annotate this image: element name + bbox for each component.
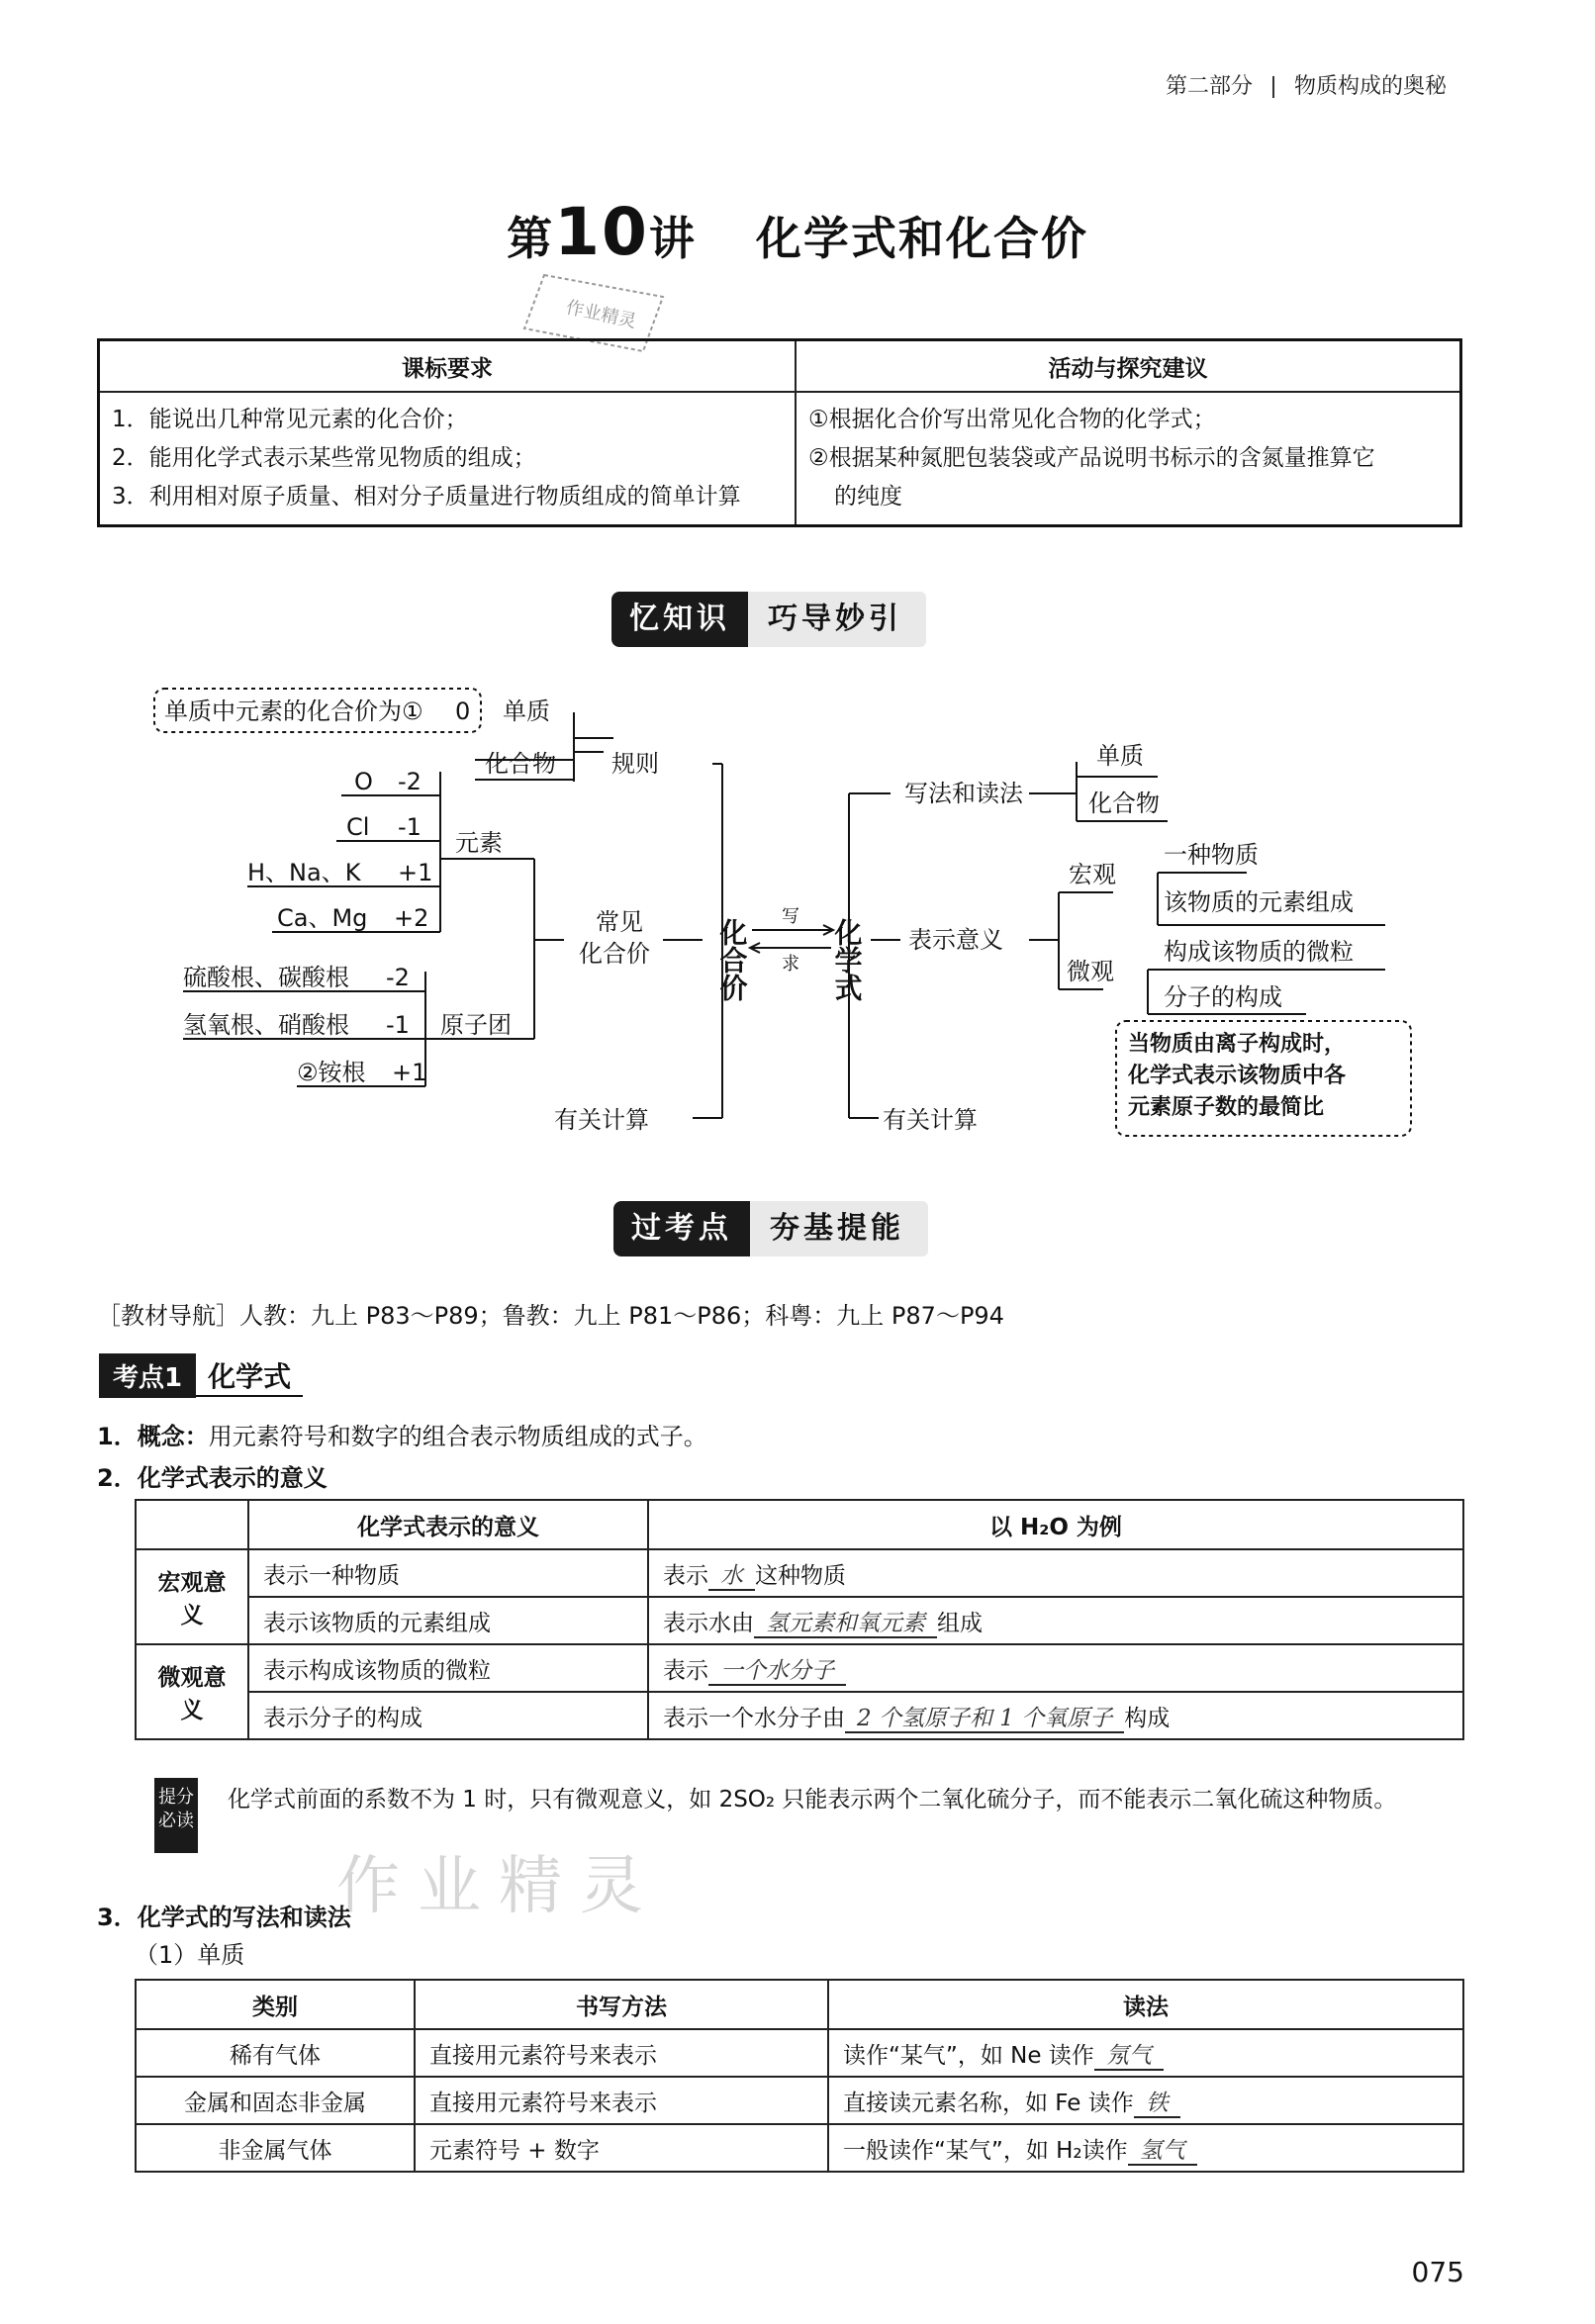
req-item: 3．利用相对原子质量、相对分子质量进行物质组成的简单计算: [112, 484, 741, 510]
ion-valence: +1: [398, 859, 433, 886]
ion-symbol: H、Na、K: [247, 859, 361, 886]
example-cell: [648, 1597, 1463, 1644]
table-row: [136, 1549, 1463, 1597]
tip-text: 化学式前面的系数不为 1 时，只有微观意义，如 2SO₂ 只能表示两个二氧化硫分子，而不能表示二氧化硫这种物质。: [228, 1787, 1397, 1813]
method-cell: 直接用元素符号来表示: [415, 2077, 828, 2124]
rule-single: 单质: [503, 697, 550, 725]
example-cell: [648, 1692, 1463, 1739]
page-number: 075: [1411, 2256, 1464, 2288]
ion-symbol: Ca、Mg: [277, 904, 368, 932]
example-answer: 水: [708, 1563, 755, 1591]
meaning-label: 表示意义: [908, 926, 1003, 954]
example-post: 这种物质: [755, 1562, 846, 1589]
kaodian-tag: 考点1: [99, 1353, 196, 1398]
element-table: [135, 1979, 1464, 2173]
header-divider: [1272, 76, 1274, 98]
center-valence: 化合价: [715, 918, 749, 1001]
mind-map: [139, 673, 1425, 1148]
activity-item: ②根据某种氮肥包装袋或产品说明书标示的含氮量推算它: [808, 445, 1375, 471]
example-pre: 表示: [663, 1657, 708, 1684]
macro-label: 宏观: [1069, 861, 1116, 888]
method-cell: 直接用元素符号来表示: [415, 2029, 828, 2077]
read-header: 读法: [828, 1980, 1463, 2029]
note-right-line: 当物质由离子构成时，: [1128, 1032, 1347, 1057]
group-name: 氢氧根、硝酸根: [183, 1011, 349, 1039]
tip-badge: 提分必读: [154, 1778, 198, 1853]
title-prefix: 第: [507, 212, 555, 265]
read-answer: 铁: [1134, 2091, 1180, 2118]
arrow-find: 求: [782, 954, 799, 975]
concept-head: 1．概念：: [97, 1423, 209, 1450]
title-name: 化学式和化合价: [755, 212, 1088, 265]
center-formula: 化学式: [830, 918, 864, 1001]
header-section: 物质构成的奥秘: [1293, 74, 1447, 99]
title-number: 10: [554, 194, 649, 270]
stamp-text: 作业精灵: [564, 297, 638, 332]
table-row: [136, 2124, 1463, 2172]
title-suffix: 讲: [648, 212, 697, 265]
cat-cell: 金属和固态非金属: [136, 2077, 415, 2124]
note-left-text: 单质中元素的化合价为①: [164, 697, 423, 725]
right-single: 单质: [1096, 742, 1144, 770]
banner-exam-dark: 过考点: [613, 1201, 750, 1256]
cat-cell: 非金属气体: [136, 2124, 415, 2172]
table-row: [136, 2029, 1463, 2077]
group-cell: 宏观意义: [136, 1549, 248, 1644]
example-answer: 氢元素和氧元素: [754, 1611, 937, 1638]
banner-exam-light: 夯基提能: [750, 1201, 928, 1256]
banner-exam: [613, 1201, 928, 1256]
ion-symbol: O: [354, 768, 373, 795]
example-answer: 一个水分子: [708, 1658, 846, 1686]
example-cell: [648, 1644, 1463, 1692]
note-right-line: 化学式表示该物质中各: [1128, 1064, 1347, 1088]
meaning-cell: 表示一种物质: [248, 1549, 648, 1597]
common-valence-1: 常见: [596, 908, 643, 936]
req-item: 1．能说出几种常见元素的化合价；: [112, 407, 468, 432]
req-right-cell: [796, 392, 1461, 526]
group-name: 硫酸根、碳酸根: [183, 964, 349, 991]
watermark: 作业精灵: [336, 1850, 661, 1923]
calc-left: 有关计算: [554, 1106, 649, 1134]
meaning-cell: 表示该物质的元素组成: [248, 1597, 648, 1644]
req-item: 2．能用化学式表示某些常见物质的组成；: [112, 445, 536, 471]
example-answer: 2 个氢原子和 1 个氧原子: [845, 1706, 1124, 1733]
read-cell: [828, 2077, 1463, 2124]
method-header: 书写方法: [415, 1980, 828, 2029]
meaning-cell: 表示分子的构成: [248, 1692, 648, 1739]
read-cell: [828, 2029, 1463, 2077]
table-row: [136, 1644, 1463, 1692]
header-part: 第二部分: [1165, 74, 1253, 99]
micro-label: 微观: [1067, 958, 1114, 985]
meaning-heading: 2．化学式表示的意义: [97, 1464, 328, 1492]
meaning-4: 分子的构成: [1164, 983, 1282, 1011]
radical-label: 原子团: [440, 1011, 512, 1039]
example-pre: 表示水由: [663, 1610, 754, 1636]
note-right-line: 元素原子数的最简比: [1128, 1095, 1325, 1120]
meaning-2: 该物质的元素组成: [1164, 888, 1354, 916]
page-title: [0, 194, 1595, 270]
meaning-1: 一种物质: [1164, 841, 1259, 869]
table-row: [136, 1692, 1463, 1739]
banner-recall-dark: 忆知识: [611, 592, 748, 647]
example-pre: 表示一个水分子由: [663, 1705, 845, 1731]
sub-heading-single: （1）单质: [135, 1941, 245, 1969]
example-cell: [648, 1549, 1463, 1597]
read-cell: [828, 2124, 1463, 2172]
textbook-nav: ［教材导航］人教：九上 P83～P89；鲁教：九上 P81～P86；科粤：九上 P87～P94: [97, 1302, 1004, 1330]
group-name: ②铵根: [297, 1059, 366, 1086]
activity-item: 的纯度: [834, 484, 902, 510]
req-header-left: 课标要求: [99, 340, 797, 393]
requirements-table: [97, 338, 1462, 527]
cat-cell: 稀有气体: [136, 2029, 415, 2077]
table-row: [136, 1597, 1463, 1644]
read-pre: 一般读作“某气”，如 H₂读作: [843, 2137, 1128, 2164]
activity-item: ①根据化合价写出常见化合物的化学式；: [808, 407, 1216, 432]
meaning-table: [135, 1499, 1464, 1740]
example-col-header: 以 H₂O 为例: [648, 1500, 1463, 1549]
group-cell: 微观意义: [136, 1644, 248, 1739]
write-read-label: 写法和读法: [904, 780, 1023, 807]
rule-compound: 化合物: [485, 750, 556, 778]
read-answer: 氢气: [1128, 2138, 1197, 2166]
ion-symbol: Cl: [346, 813, 370, 841]
ion-valence: -1: [398, 813, 422, 841]
example-pre: 表示: [663, 1562, 708, 1589]
note-left-answer: 0: [455, 697, 471, 725]
example-post: 构成: [1124, 1705, 1171, 1731]
cat-header: 类别: [136, 1980, 415, 2029]
calc-right: 有关计算: [883, 1106, 978, 1134]
meaning-cell: 表示构成该物质的微粒: [248, 1644, 648, 1692]
meaning-3: 构成该物质的微粒: [1164, 938, 1354, 966]
concept-body: 用元素符号和数字的组合表示物质组成的式子。: [208, 1423, 707, 1450]
read-pre: 读作“某气”，如 Ne 读作: [843, 2042, 1094, 2069]
running-header: [1166, 69, 1447, 100]
meaning-col-header: 化学式表示的意义: [248, 1500, 648, 1549]
write-heading: 3．化学式的写法和读法: [97, 1904, 351, 1931]
rule-label: 规则: [611, 750, 659, 778]
req-header-right: 活动与探究建议: [796, 340, 1461, 393]
ion-valence: -2: [398, 768, 422, 795]
common-valence-2: 化合价: [579, 940, 650, 968]
banner-recall: [611, 592, 926, 647]
method-cell: 元素符号 + 数字: [415, 2124, 828, 2172]
banner-recall-light: 巧导妙引: [748, 592, 926, 647]
table-row: [136, 2077, 1463, 2124]
right-compound: 化合物: [1088, 790, 1160, 817]
req-left-cell: [99, 392, 797, 526]
element-label: 元素: [455, 829, 503, 857]
group-valence: -1: [386, 1011, 410, 1039]
kaodian-label: 化学式: [196, 1355, 303, 1397]
read-answer: 氖气: [1094, 2043, 1164, 2071]
group-valence: +1: [392, 1059, 427, 1086]
read-pre: 直接读元素名称，如 Fe 读作: [843, 2090, 1134, 2116]
group-valence: -2: [386, 964, 410, 991]
kaodian-heading: [99, 1353, 303, 1398]
example-post: 组成: [937, 1610, 983, 1636]
ion-valence: +2: [394, 904, 429, 932]
concept-line: [97, 1417, 707, 1451]
arrow-write: 写: [782, 906, 799, 927]
